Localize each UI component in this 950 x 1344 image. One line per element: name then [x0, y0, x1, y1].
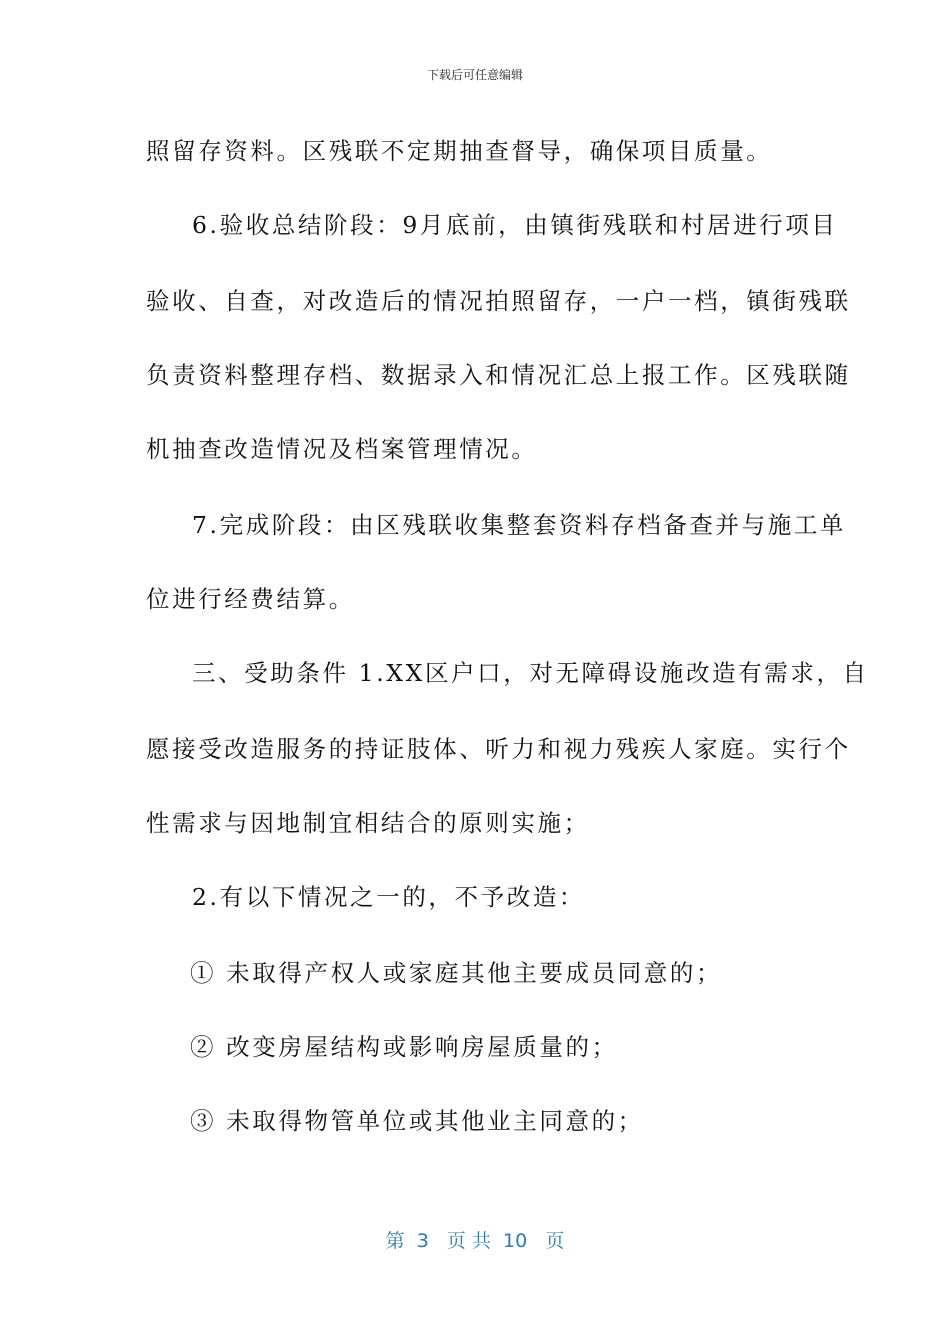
page-header-note: 下载后可任意编辑 [426, 68, 523, 82]
body-line: 2.有以下情况之一的，不予改造： [192, 883, 586, 911]
page-number-footer: 第 3 页 共 10 页 [385, 1230, 565, 1252]
body-line: 愿接受改造服务的持证肢体、听力和视力残疾人家庭。实行个 [146, 735, 851, 763]
list-item: ② 改变房屋结构或影响房屋质量的； [190, 1033, 618, 1061]
body-line: 验收、自查，对改造后的情况拍照留存，一户一档，镇街残联 [146, 287, 851, 315]
list-item: ③ 未取得物管单位或其他业主同意的； [190, 1107, 644, 1135]
body-line: 7.完成阶段：由区残联收集整套资料存档备查并与施工单 [192, 511, 847, 539]
list-item: ① 未取得产权人或家庭其他主要成员同意的； [190, 959, 723, 987]
body-line: 负责资料整理存档、数据录入和情况汇总上报工作。区残联随 [146, 361, 851, 389]
body-line: 机抽查改造情况及档案管理情况。 [146, 435, 538, 463]
body-line: 6.验收总结阶段：9月底前，由镇街残联和村居进行项目 [192, 211, 838, 239]
body-line: 性需求与因地制宜相结合的原则实施； [146, 809, 590, 837]
body-line: 三、受助条件 1.XX区户口，对无障碍设施改造有需求，自 [192, 659, 869, 687]
body-line: 位进行经费结算。 [146, 585, 355, 613]
body-line: 照留存资料。区残联不定期抽查督导，确保项目质量。 [146, 137, 773, 165]
